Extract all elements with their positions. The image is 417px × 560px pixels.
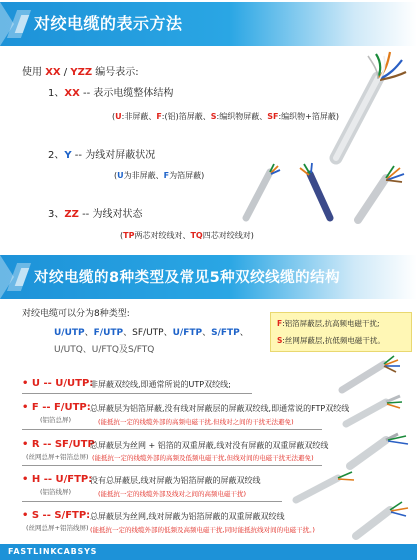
- section1-banner: [0, 2, 417, 46]
- row-detail-s-ftp: (能抵抗一定的线缆外部的低频及高频电磁干扰,同时能抵抗线对间的电磁干扰。): [90, 526, 315, 534]
- cable-image-s-ftp: [352, 496, 412, 542]
- item1-s-text: :编织物屏蔽、: [216, 112, 268, 121]
- cable-image-f-utp: [340, 390, 410, 430]
- intro-suffix: 编号表示:: [92, 67, 139, 78]
- note-s-label: S: [277, 336, 283, 345]
- item1-number: 1、: [48, 88, 65, 99]
- section2-title: 对绞电缆的8种类型及常见5种双绞线缆的结构: [34, 270, 341, 286]
- item1-u-code: U: [115, 112, 122, 121]
- item2-number: 2、: [48, 150, 65, 161]
- cable-image-blue: [290, 160, 342, 222]
- types-line2: U/UTQ、U/FTQ及S/FTQ: [54, 345, 155, 355]
- item2-text: -- 为线对屏蔽状况: [71, 150, 156, 161]
- item1-code: XX: [64, 88, 80, 99]
- item3-tp-code: TP: [123, 231, 135, 240]
- item3-tq-text: 四芯对绞线对): [202, 231, 254, 240]
- note-f-text: :铝箔屏蔽层,抗高频电磁干扰;: [282, 319, 380, 328]
- section1-title: 对绞电缆的表示方法: [34, 14, 183, 33]
- item2-u-text: 为非屏蔽、: [123, 171, 164, 180]
- row-code-u-utp: • U -- U/UTP:: [22, 378, 94, 389]
- type-label: SF/UTP: [132, 328, 164, 338]
- row-code-text: S -- S/FTP:: [31, 510, 91, 521]
- footer-bar: [0, 544, 417, 560]
- intro-separator: /: [60, 67, 71, 78]
- type-label: F/UTP: [93, 328, 124, 338]
- row-desc-u-utp: 非屏蔽双绞线,即通常所说的UTP双绞线;: [90, 380, 231, 389]
- intro-code-yzz: YZZ: [70, 67, 93, 78]
- intro-code-xx: XX: [45, 67, 61, 78]
- item1-sf-code: SF: [267, 112, 279, 121]
- item2-description: [114, 170, 204, 181]
- cable-image-u-ftp: [290, 466, 360, 506]
- item1-s-code: S: [210, 112, 217, 121]
- item3-description: [120, 230, 254, 241]
- item1-text: -- 表示电缆整体结构: [79, 88, 174, 99]
- shield-note-box: [270, 312, 412, 352]
- row-desc-sf-utp: 总屏蔽层为丝网 + 铝箔的双重屏蔽,线对没有屏蔽的双重屏蔽双绞线: [90, 441, 329, 450]
- row-code-text: U -- U/UTP:: [31, 378, 94, 389]
- row-detail-sf-utp: (能抵抗一定的线缆外部的高频及低频电磁干扰,但线对间的电磁干扰无法避免): [92, 454, 314, 462]
- item2-f-code: F: [163, 171, 170, 180]
- row-code-sf-utp: • R -- SF/UTP: [22, 439, 95, 450]
- item3-paren: (: [120, 231, 124, 240]
- item3-tq-code: TQ: [190, 231, 203, 240]
- item1-u-text: :非屏蔽、: [121, 112, 157, 121]
- row-code-text: H -- U/FTP:: [31, 474, 93, 485]
- row-detail-f-utp: (能抵抗一定的线缆外部的高频电磁干扰,但线对之间的干扰无法避免): [98, 418, 294, 426]
- note-f-line: [277, 318, 380, 329]
- row-sub-f-utp: (铝箔总屏): [40, 416, 72, 424]
- type-label: U/FTP: [172, 328, 203, 338]
- item3-text: -- 为线对状态: [78, 209, 143, 220]
- item2-f-text: 为箔屏蔽): [169, 171, 205, 180]
- item2-paren: (: [114, 171, 118, 180]
- item1-f-code: F: [156, 112, 162, 121]
- section2-banner: [0, 255, 417, 299]
- note-s-line: [277, 335, 385, 346]
- row-sub-s-ftp: (丝网总屏+铝箔线屏): [26, 524, 89, 532]
- row-divider: [22, 393, 252, 394]
- row-code-f-utp: • F -- F/UTP:: [22, 402, 91, 413]
- item2-code: Y: [64, 150, 72, 161]
- cable-image-utp: [318, 48, 410, 166]
- intro-line: [22, 63, 139, 78]
- item3-tp-text: 两芯对绞线对、: [134, 231, 191, 240]
- item2-u-code: U: [117, 171, 124, 180]
- item2-heading: [48, 146, 155, 161]
- note-s-text: :丝网屏蔽层,抗低频电磁干扰。: [282, 336, 385, 345]
- row-code-text: F -- F/UTP:: [31, 402, 91, 413]
- item1-description: [112, 111, 339, 122]
- row-desc-u-ftp: 没有总屏蔽层,线对屏蔽为铝箔屏蔽的屏蔽双绞线: [90, 476, 261, 485]
- item3-code: ZZ: [64, 209, 79, 220]
- item3-number: 3、: [48, 209, 65, 220]
- row-desc-f-utp: 总屏蔽层为铝箔屏蔽,没有线对屏蔽层的屏蔽双绞线,即通常说的FTP双绞线: [90, 404, 350, 413]
- cable-image-foil: [350, 160, 412, 226]
- item1-heading: [48, 84, 173, 99]
- row-sub-sf-utp: (丝网总屏+铝箔总屏): [26, 453, 89, 461]
- row-detail-u-ftp: (能抵抗一定的线缆外部及线对之间的高频电磁干扰): [98, 490, 247, 498]
- item3-heading: [48, 205, 142, 220]
- intro-prefix: 使用: [22, 67, 46, 78]
- row-divider: [22, 501, 282, 502]
- row-divider: [22, 465, 322, 466]
- row-code-s-ftp: • S -- S/FTP:: [22, 510, 91, 521]
- types-line1: U/UTP、F/UTP、SF/UTP、U/FTP、S/FTP、: [54, 328, 249, 338]
- item1-paren: (: [112, 112, 116, 121]
- footer-brand: FASTLINKCABSYS: [8, 547, 98, 556]
- note-f-label: F: [277, 319, 283, 328]
- row-divider: [22, 429, 322, 430]
- type-label: S/FTP: [211, 328, 240, 338]
- item1-sf-text: :编织物+箔屏蔽): [278, 112, 339, 121]
- row-desc-s-ftp: 总屏蔽层为丝网,线对屏蔽为铝箔屏蔽的双重屏蔽双绞线: [90, 512, 285, 521]
- cable-image-grey: [236, 160, 288, 222]
- item1-f-text: :(铝)箔屏蔽、: [161, 112, 211, 121]
- row-code-text: R -- SF/UTP: [31, 439, 95, 450]
- section2-intro: 对绞电缆可以分为8种类型:: [22, 309, 130, 319]
- row-sub-u-ftp: (铝箔线屏): [40, 488, 72, 496]
- row-code-u-ftp: • H -- U/FTP:: [22, 474, 93, 485]
- type-label: U/UTP: [54, 328, 85, 338]
